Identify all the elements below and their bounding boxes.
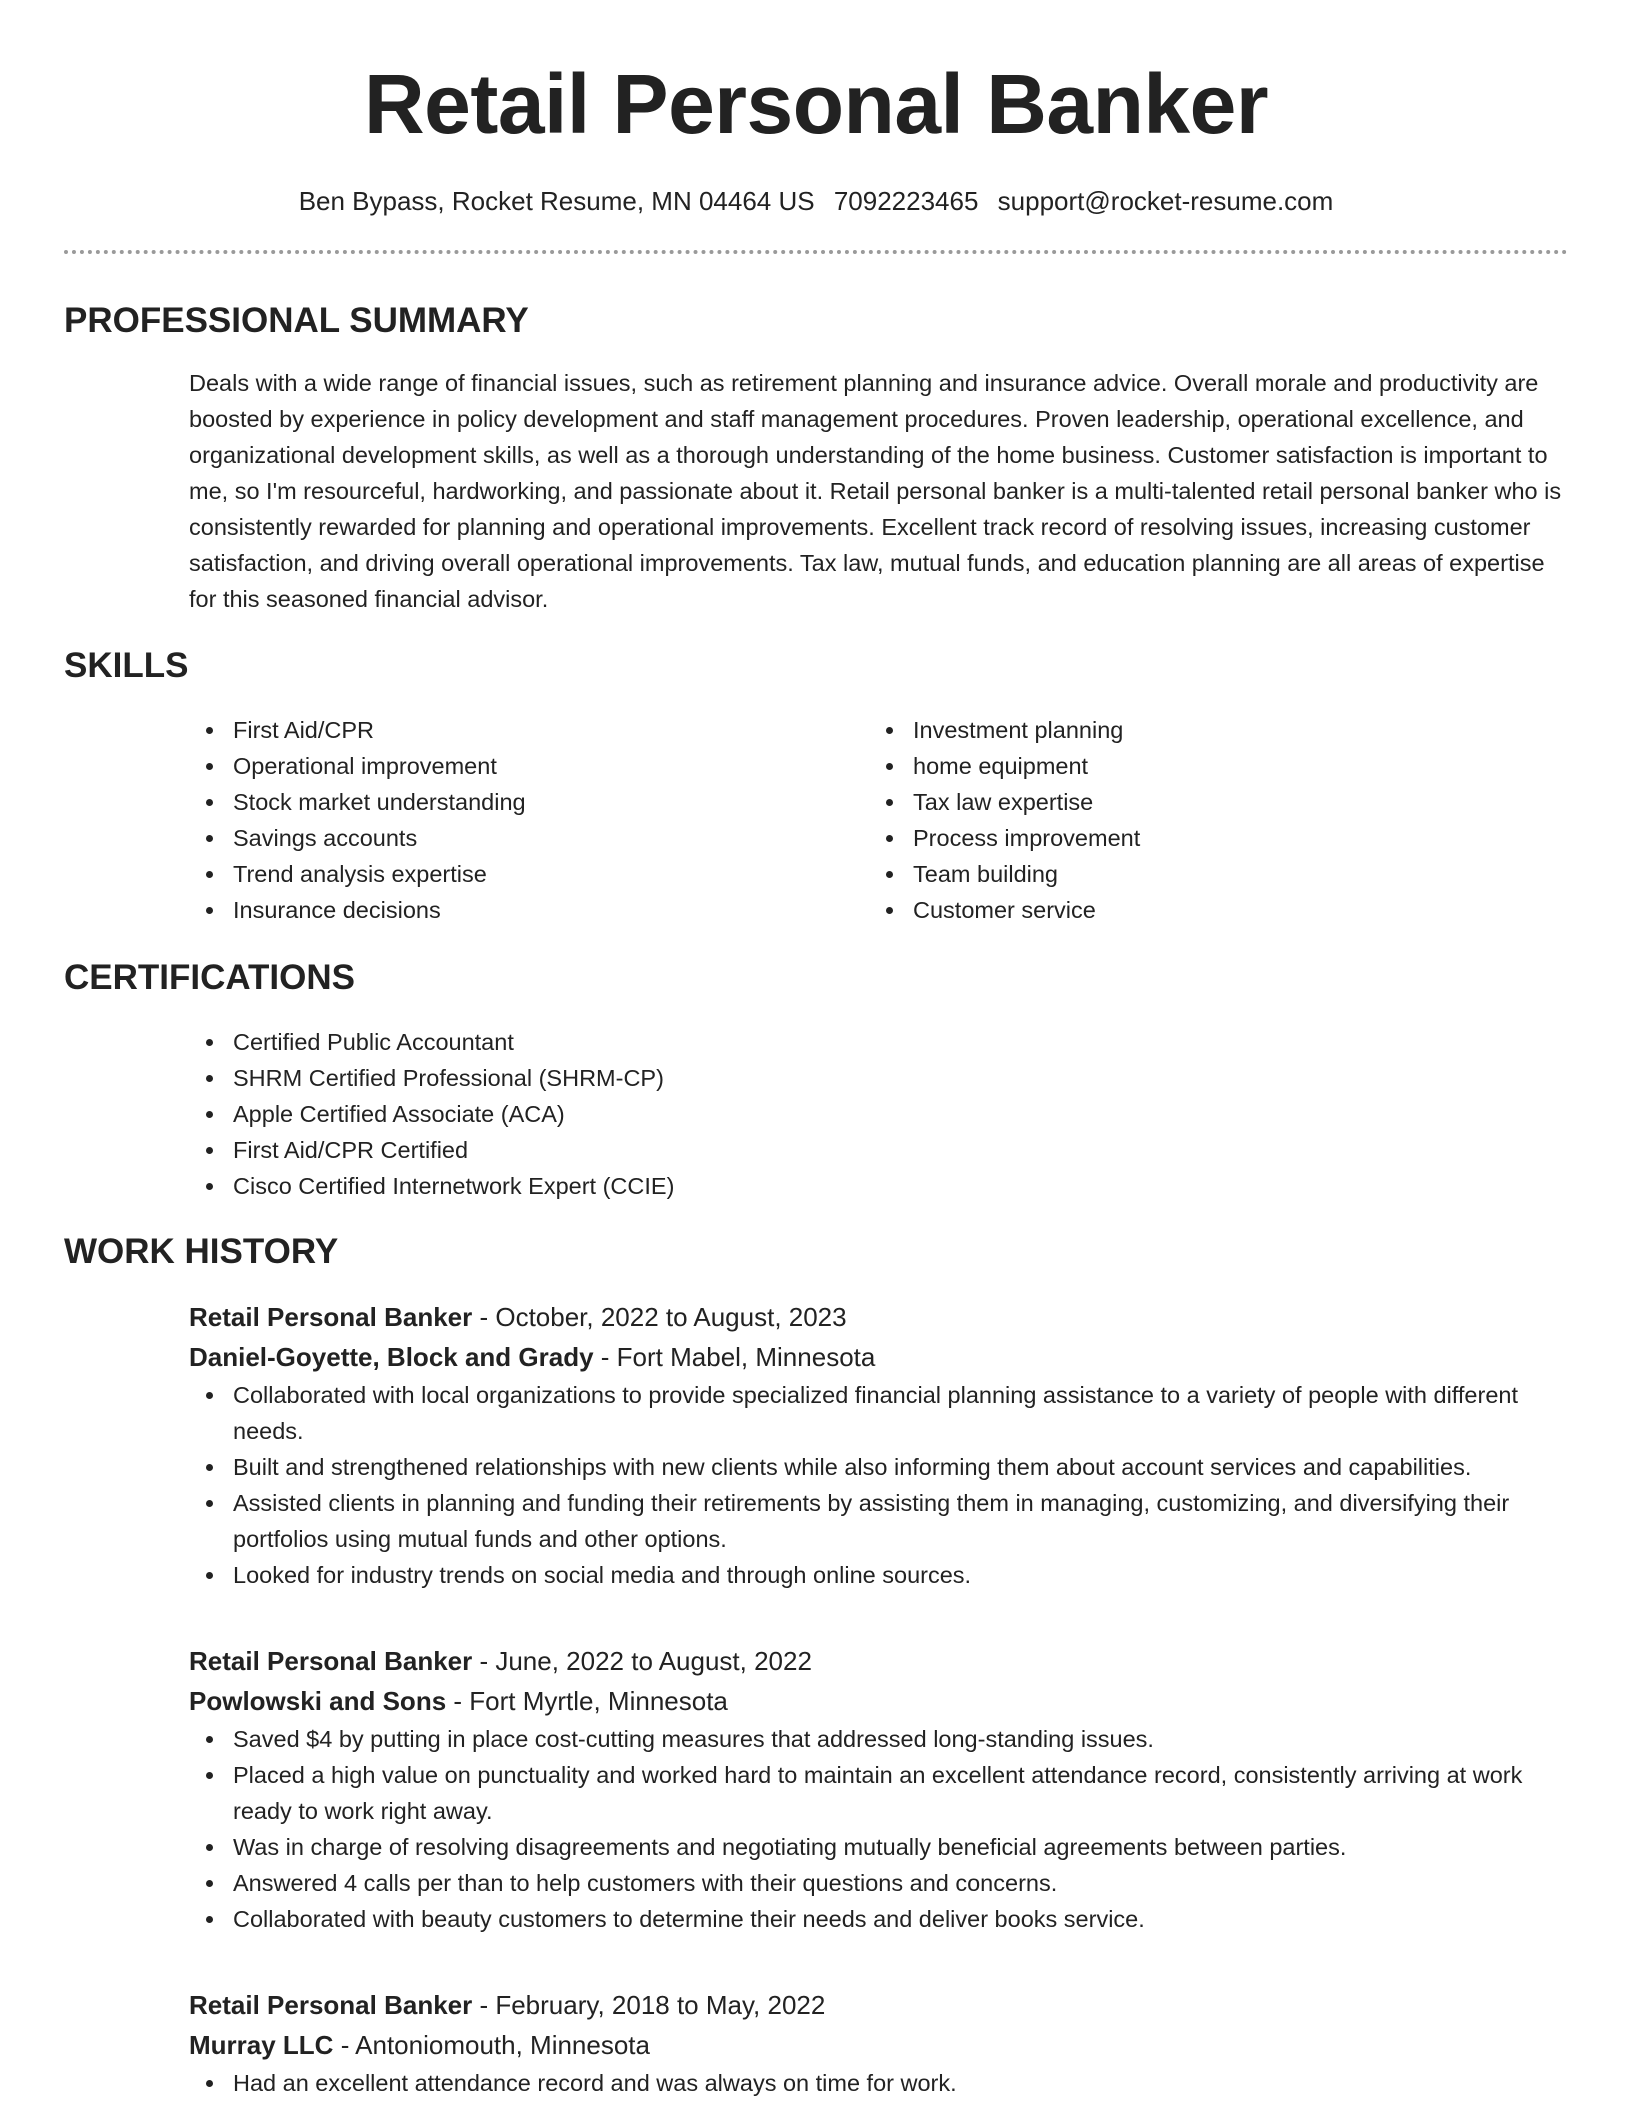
job-title-line [189, 1641, 1568, 1681]
contact-email[interactable]: support@rocket-resume.com [997, 186, 1334, 216]
summary-heading: PROFESSIONAL SUMMARY [64, 301, 529, 340]
job-company: Daniel-Goyette, Block and Grady [189, 1342, 594, 1372]
summary-section [189, 365, 1568, 617]
work-history-heading: WORK HISTORY [64, 1232, 339, 1271]
contact-phone: 7092223465 [833, 186, 979, 216]
skill-item: Insurance decisions [189, 892, 869, 928]
contact-line [0, 183, 1632, 219]
contact-address: Ben Bypass, Rocket Resume, MN 04464 US [298, 186, 815, 216]
summary-text: Deals with a wide range of financial issues, such as retirement planning and insurance advice. Overall morale and productivity are boosted by experience in policy development and staff management procedures. Proven leadership, operational excellence, and organizational development skills, as well as a thorough understanding of the home business. Customer satisfaction is important to me, so I'm resourceful, hardworking, and passionate about it. Retail personal banker is a multi-talented retail personal banker who is consistently rewarded for planning and operational improvements. Excellent track record of resolving issues, increasing customer satisfaction, and driving overall operational improvements. Tax law, mutual funds, and education planning are all areas of expertise for this seasoned financial advisor. [189, 370, 1562, 612]
job-duty: Was in charge of resolving disagreements and negotiating mutually beneficial agreements between parties. [189, 1829, 1568, 1865]
job-role: Retail Personal Banker [189, 1302, 473, 1332]
certification-item: First Aid/CPR Certified [189, 1132, 1568, 1168]
job-duty: Answered 4 calls per than to help customers with their questions and concerns. [189, 1865, 1568, 1901]
job-role: Retail Personal Banker [189, 1646, 473, 1676]
job-duties [189, 2065, 1568, 2101]
job-dates: - October, 2022 to August, 2023 [472, 1302, 847, 1332]
certifications-section [189, 1024, 1568, 1204]
job-company: Powlowski and Sons [189, 1686, 447, 1716]
skill-item: Tax law expertise [869, 784, 1549, 820]
job-entry [189, 1297, 1568, 1593]
certification-item: Cisco Certified Internetwork Expert (CCIE) [189, 1168, 1568, 1204]
job-company-line [189, 2025, 1568, 2065]
job-duty: Saved $4 by putting in place cost-cutting measures that addressed long-standing issues. [189, 1721, 1568, 1757]
job-duties [189, 1721, 1568, 1937]
skills-heading: SKILLS [64, 646, 189, 685]
skill-item: Investment planning [869, 712, 1549, 748]
skill-item: Team building [869, 856, 1549, 892]
skill-item: Trend analysis expertise [189, 856, 869, 892]
resume-name: Retail Personal Banker [363, 57, 1269, 151]
job-duties [189, 1377, 1568, 1593]
job-company: Murray LLC [189, 2030, 334, 2060]
skill-item: home equipment [869, 748, 1549, 784]
job-title-line [189, 1297, 1568, 1337]
job-company-line [189, 1681, 1568, 1721]
job-duty: Collaborated with local organizations to provide specialized financial planning assistance to a variety of people with different needs. [189, 1377, 1568, 1449]
job-location: - Antoniomouth, Minnesota [333, 2030, 650, 2060]
job-title-line [189, 1985, 1568, 2025]
job-duty: Built and strengthened relationships with new clients while also informing them about account services and capabilities. [189, 1449, 1568, 1485]
skill-item: Operational improvement [189, 748, 869, 784]
certification-item: Apple Certified Associate (ACA) [189, 1096, 1568, 1132]
skill-item: Savings accounts [189, 820, 869, 856]
job-entry [189, 1985, 1568, 2101]
job-location: - Fort Mabel, Minnesota [593, 1342, 876, 1372]
job-dates: - February, 2018 to May, 2022 [472, 1990, 826, 2020]
job-dates: - June, 2022 to August, 2022 [472, 1646, 812, 1676]
job-entry [189, 1641, 1568, 1937]
job-company-line [189, 1337, 1568, 1377]
job-duty: Looked for industry trends on social media and through online sources. [189, 1557, 1568, 1593]
job-duty: Collaborated with beauty customers to determine their needs and deliver books service. [189, 1901, 1568, 1937]
certifications-heading: CERTIFICATIONS [64, 958, 356, 997]
job-duty: Placed a high value on punctuality and worked hard to maintain an excellent attendance record, consistently arriving at work ready to work right away. [189, 1757, 1568, 1829]
certification-item: SHRM Certified Professional (SHRM-CP) [189, 1060, 1568, 1096]
job-location: - Fort Myrtle, Minnesota [446, 1686, 728, 1716]
skill-item: First Aid/CPR [189, 712, 869, 748]
header-divider [64, 250, 1568, 254]
job-duty: Had an excellent attendance record and was always on time for work. [189, 2065, 1568, 2101]
skill-item: Stock market understanding [189, 784, 869, 820]
job-duty: Assisted clients in planning and funding their retirements by assisting them in managing, customizing, and diversifying their portfolios using mutual funds and other options. [189, 1485, 1568, 1557]
skills-list-right [869, 712, 1549, 928]
job-role: Retail Personal Banker [189, 1990, 473, 2020]
skill-item: Process improvement [869, 820, 1549, 856]
certifications-list [189, 1024, 1568, 1204]
skill-item: Customer service [869, 892, 1549, 928]
skills-list-left [189, 712, 869, 928]
certification-item: Certified Public Accountant [189, 1024, 1568, 1060]
skills-section [189, 712, 1568, 928]
